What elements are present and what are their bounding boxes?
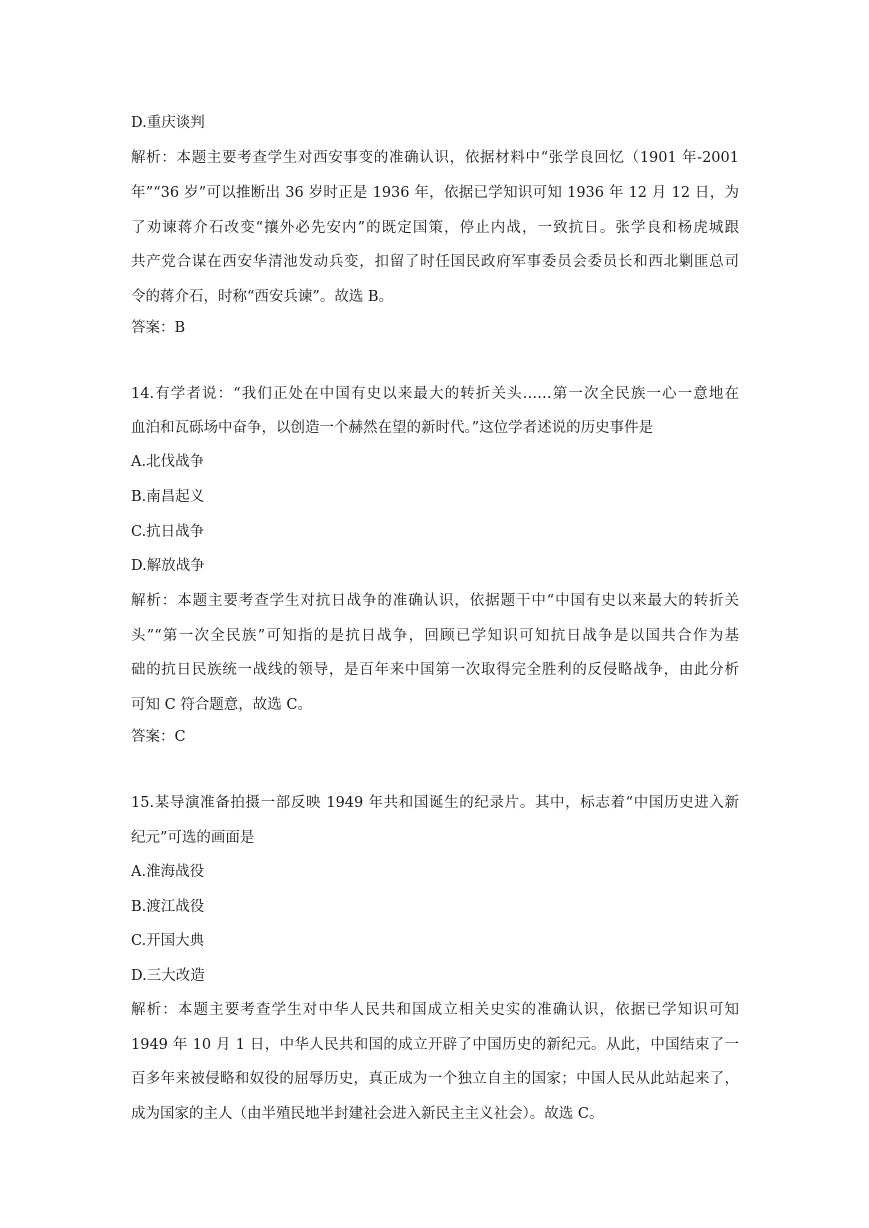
q14-option-d: D.解放战争	[131, 558, 205, 574]
q15-analysis-line-2: 1949 年 10 月 1 日，中华人民共和国的成立开辟了中国历史的新纪元。从此，中国结束了一	[131, 1037, 739, 1053]
q13-analysis-line-4: 共产党合谋在西安华清池发动兵变，扣留了时任国民政府军事委员会委员长和西北剿匪总司	[131, 254, 739, 270]
q14-answer: 答案：C	[131, 729, 186, 745]
q13-analysis-line-3: 了劝谏蒋介石改变“攘外必先安内”的既定国策，停止内战，一致抗日。张学良和杨虎城跟	[131, 220, 739, 236]
q13-analysis-line-5: 令的蒋介石，时称“西安兵谏”。故选 B。	[131, 289, 394, 305]
q14-option-b: B.南昌起义	[131, 489, 205, 505]
q15-option-a: A.淮海战役	[131, 864, 205, 880]
q15-option-d: D.三大改造	[131, 968, 205, 984]
q13-analysis-line-1: 解析：本题主要考查学生对西安事变的准确认识，依据材料中“张学良回忆（1901 年-2001	[131, 150, 739, 166]
q15-analysis-line-3: 百多年来被侵略和奴役的屈辱历史，真正成为一个独立自主的国家；中国人民从此站起来了，	[131, 1071, 739, 1087]
q14-option-c: C.抗日战争	[131, 524, 205, 540]
q14-analysis-line-3: 础的抗日民族统一战线的领导，是百年来中国第一次取得完全胜利的反侵略战争，由此分析	[131, 662, 739, 678]
q15-option-b: B.渡江战役	[131, 899, 205, 915]
q15-option-c: C.开国大典	[131, 933, 205, 949]
q15-stem-line-1: 15.某导演准备拍摄一部反映 1949 年共和国诞生的纪录片。其中，标志着“中国历史进入新	[131, 795, 739, 811]
q14-option-a: A.北伐战争	[131, 454, 205, 470]
q14-analysis-line-1: 解析：本题主要考查学生对抗日战争的准确认识，依据题干中“中国有史以来最大的转折关	[131, 593, 739, 609]
q13-analysis-line-2: 年”“36 岁”可以推断出 36 岁时正是 1936 年，依据已学知识可知 1936 年 12 月 12 日，为	[131, 185, 739, 201]
q13-option-d: D.重庆谈判	[131, 115, 205, 131]
q14-stem-line-1: 14.有学者说：“我们正处在中国有史以来最大的转折关头……第一次全民族一心一意地在	[131, 386, 739, 402]
q15-analysis-line-1: 解析：本题主要考查学生对中华人民共和国成立相关史实的准确认识，依据已学知识可知	[131, 1002, 739, 1018]
q14-stem-line-2: 血泊和瓦砾场中奋争，以创造一个赫然在望的新时代。”这位学者述说的历史事件是	[131, 420, 654, 436]
q13-answer: 答案：B	[131, 320, 186, 336]
q15-stem-line-2: 纪元”可选的画面是	[131, 830, 255, 846]
q14-analysis-line-2: 头”“第一次全民族”可知指的是抗日战争，回顾已学知识可知抗日战争是以国共合作为基	[131, 628, 739, 644]
q14-analysis-line-4: 可知 C 符合题意，故选 C。	[131, 697, 313, 713]
q15-analysis-line-4: 成为国家的主人（由半殖民地半封建社会进入新民主主义社会）。故选 C。	[131, 1106, 604, 1122]
